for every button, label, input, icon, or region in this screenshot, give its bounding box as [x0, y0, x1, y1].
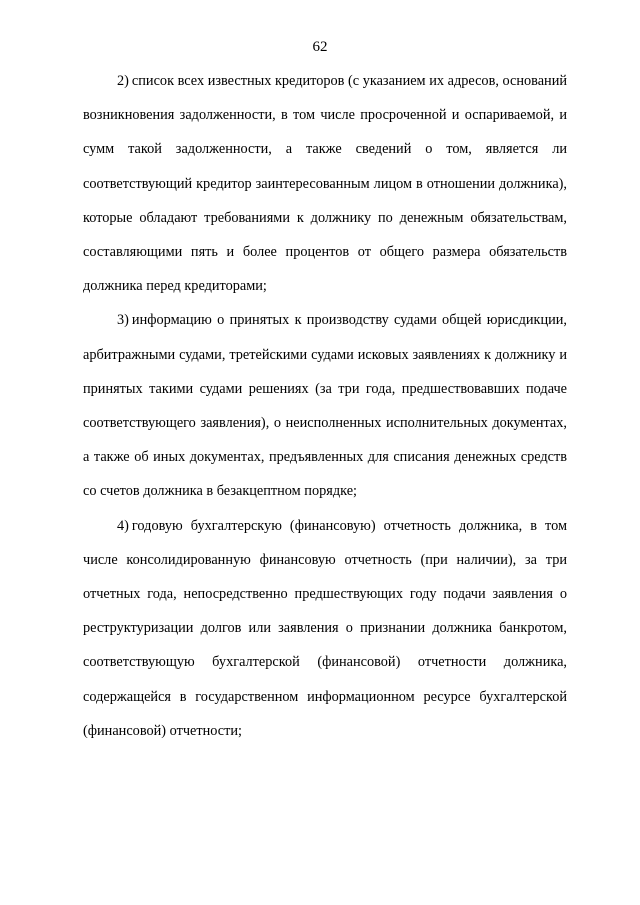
paragraph-number: 3) [117, 312, 129, 329]
paragraph-item-4 [83, 509, 567, 748]
paragraph-text: информацию о принятых к производству судами общей юрисдикции, арбитражными судами, третейскими судами исковых заявлениях к должнику и принятых такими судами решениях (за три года, предшествовавших подаче соответствующего заявления), о неисполненных исполнительных документах, а также об иных документах, предъявленных для списания денежных средств со счетов должника в безакцептном порядке; [83, 312, 567, 500]
document-body [83, 64, 567, 748]
paragraph-number: 4) [117, 517, 129, 534]
paragraph-text: список всех известных кредиторов (с указанием их адресов, оснований возникновения задолженности, в том числе просроченной и оспариваемой, и сумм такой задолженности, а также сведений о том, является ли соответствующий кредитор заинтересованным лицом в отношении должника), которые обладают требованиями к должнику по денежным обязательствам, составляющими пять и более процентов от общего размера обязательств должника перед кредиторами; [83, 73, 567, 295]
page-number: 62 [312, 39, 328, 55]
paragraph-text: годовую бухгалтерскую (финансовую) отчетность должника, в том числе консолидированную финансовую отчетность (при наличии), за три отчетных года, непосредственно предшествующих году подачи заявления о реструктуризации долгов или заявления о признании должника банкротом, соответствующую бухгалтерской (финансовой) отчетности должника, содержащейся в государственном информационном ресурсе бухгалтерской (финансовой) отчетности; [83, 517, 567, 739]
paragraph-number: 2) [117, 73, 129, 89]
paragraph-item-3 [83, 303, 567, 508]
paragraph-item-2 [83, 64, 567, 303]
